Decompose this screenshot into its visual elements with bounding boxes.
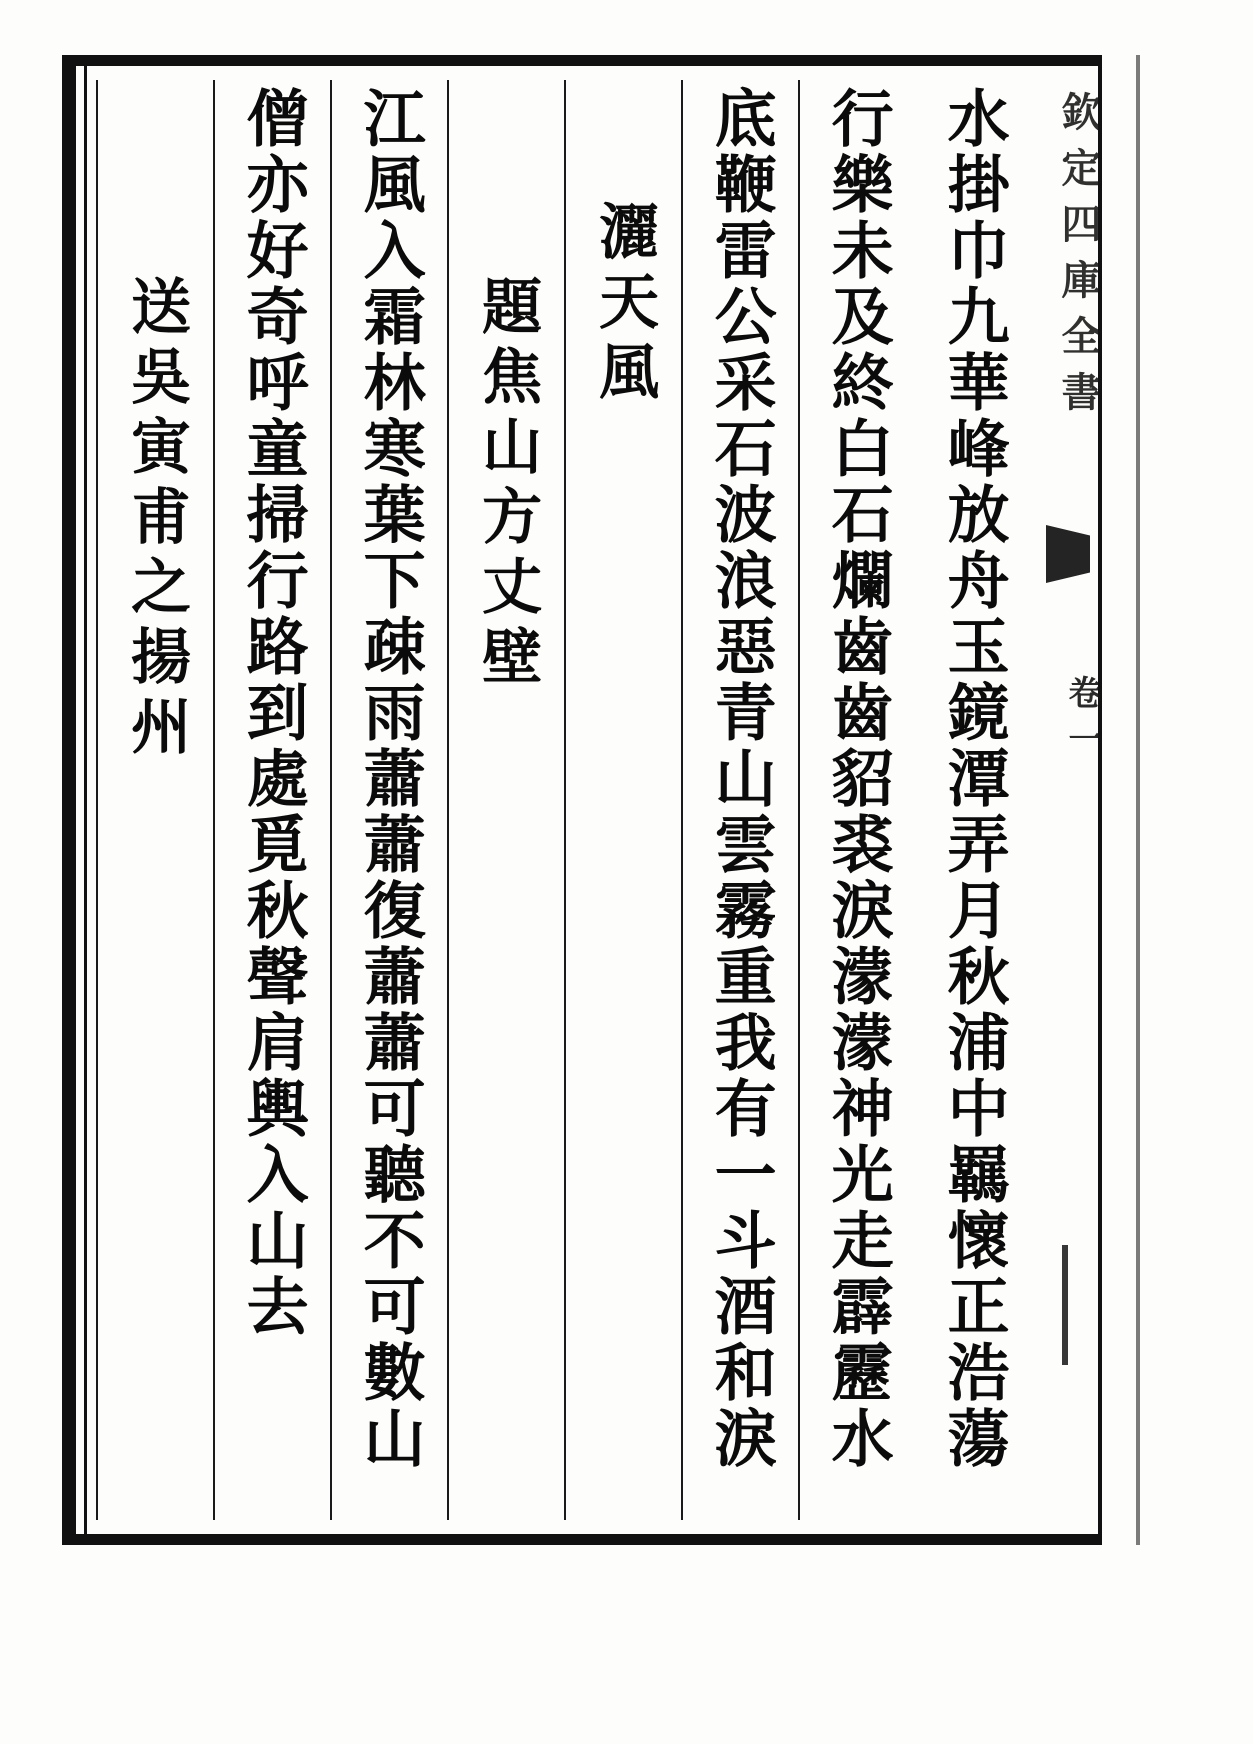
poem-title: 送吳寅甫之揚州 <box>121 275 192 765</box>
column-text: 水掛巾九華峰放舟玉鏡潭弄月秋浦中羈懷正浩蕩 <box>937 86 1011 1472</box>
text-column-6 <box>330 80 447 1520</box>
text-column-3 <box>681 80 798 1520</box>
text-column-4 <box>564 80 681 1520</box>
poem-title: 灑天風 <box>589 200 660 410</box>
text-column-5 <box>447 80 564 1520</box>
text-column-8 <box>96 80 213 1520</box>
volume-label: 卷一 <box>1062 675 1102 767</box>
page-margin-banxin <box>1040 55 1180 1545</box>
text-column-1 <box>915 80 1032 1520</box>
poem-title: 題焦山方丈壁 <box>472 275 543 695</box>
column-text: 江風入霜林寒葉下疎雨蕭蕭復蕭蕭可聽不可數山 <box>353 86 427 1472</box>
column-text: 底鞭雷公采石波浪惡青山雲霧重我有一斗酒和淚 <box>704 86 778 1472</box>
column-text: 行樂未及終白石爛齒齒貂裘淚濛濛神光走霹靂水 <box>821 86 895 1472</box>
vertical-text-area <box>92 80 1032 1520</box>
fish-tail-mark-icon <box>1046 525 1090 583</box>
column-text: 僧亦好奇呼童掃行路到處覓秋聲肩輿入山去 <box>236 86 310 1340</box>
margin-rule <box>1136 55 1140 1545</box>
text-column-2 <box>798 80 915 1520</box>
text-column-7 <box>213 80 330 1520</box>
margin-tick-mark <box>1062 1245 1068 1365</box>
series-title: 欽定四庫全書 <box>1055 91 1102 427</box>
